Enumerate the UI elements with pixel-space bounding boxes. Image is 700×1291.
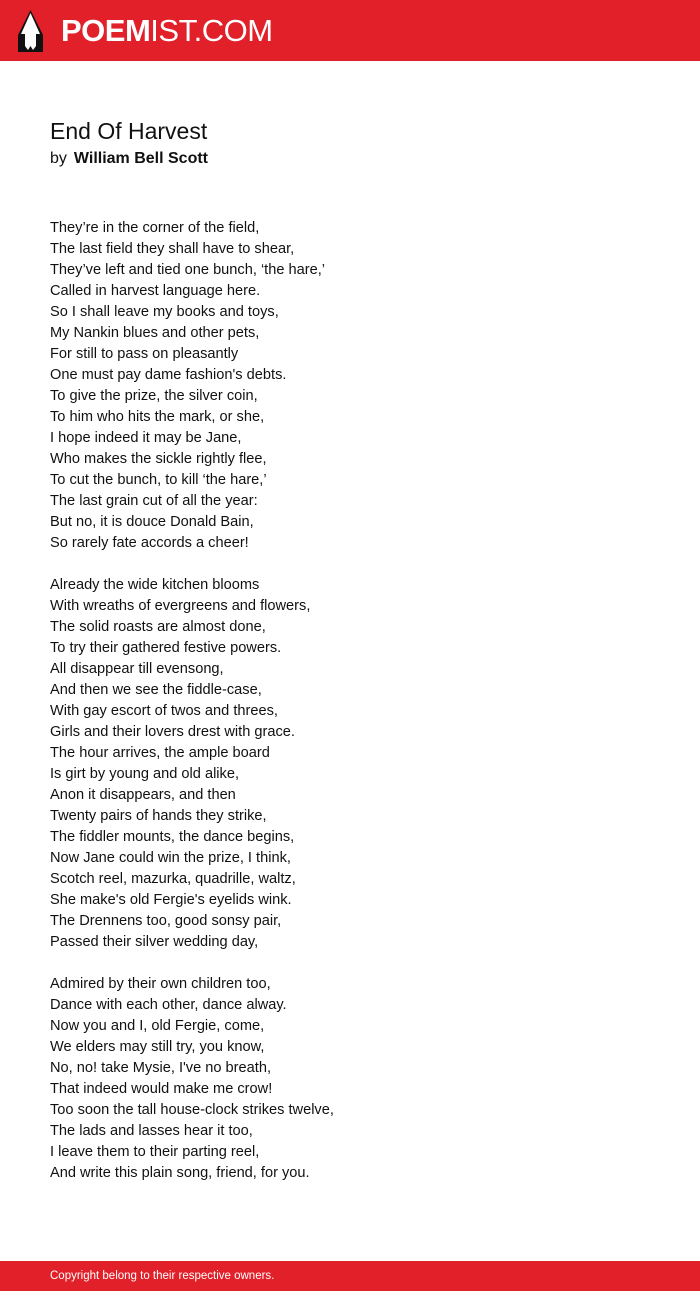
poem-line: The last grain cut of all the year: [50,493,258,509]
poem-line: I leave them to their parting reel, [50,1144,260,1160]
poem-line: So I shall leave my books and toys, [50,304,279,320]
poem-line: Admired by their own children too, [50,976,271,992]
site-header [0,0,700,61]
poem-line: Is girt by young and old alike, [50,766,240,782]
poem-line: Anon it disappears, and then [50,787,236,803]
pen-nib-icon [18,10,43,52]
poem-line: To give the prize, the silver coin, [50,388,258,404]
poem-body [50,218,650,1205]
poem-line: Dance with each other, dance alway. [50,997,287,1013]
poem-line: The lads and lasses hear it too, [50,1123,253,1139]
poem-line: One must pay dame fashion's debts. [50,367,287,383]
poem-line: The hour arrives, the ample board [50,745,270,761]
poem-line: I hope indeed it may be Jane, [50,430,242,446]
poem-line: The Drennens too, good sonsy pair, [50,913,282,929]
poem-line: And then we see the fiddle-case, [50,682,262,698]
poem-line: Now you and I, old Fergie, come, [50,1018,265,1034]
poem-line: The solid roasts are almost done, [50,619,266,635]
poem-line: They’re in the corner of the field, [50,220,260,236]
poem-line: To try their gathered festive powers. [50,640,282,656]
poem-line: The last field they shall have to shear, [50,241,295,257]
site-logo-link[interactable] [61,12,273,50]
byline [50,148,208,170]
poem-line: She make's old Fergie's eyelids wink. [50,892,292,908]
poem-line: Twenty pairs of hands they strike, [50,808,267,824]
poem-line: Scotch reel, mazurka, quadrille, waltz, [50,871,296,887]
poem-line: Passed their silver wedding day, [50,934,259,950]
poem-line: No, no! take Mysie, I've no breath, [50,1060,271,1076]
author-name: William Bell Scott [73,150,209,167]
poem-line: With wreaths of evergreens and flowers, [50,598,311,614]
poem-line: Now Jane could win the prize, I think, [50,850,291,866]
stanza [50,575,650,953]
poem-line: So rarely fate accords a cheer! [50,535,249,551]
poem-line: That indeed would make me crow! [50,1081,273,1097]
stanza [50,218,650,554]
stanza [50,974,650,1184]
poem-line: But no, it is douce Donald Bain, [50,514,254,530]
poem-line: Already the wide kitchen blooms [50,577,260,593]
poem-line: Who makes the sickle rightly flee, [50,451,267,467]
poem-line: For still to pass on pleasantly [50,346,239,362]
copyright-notice: Copyright belong to their respective owners. [50,1270,275,1282]
poem-line: Girls and their lovers drest with grace. [50,724,295,740]
poem-line: They’ve left and tied one bunch, ‘the hare,’ [50,262,326,278]
by-label: by [50,150,67,167]
logo-text-light: IST.COM [150,13,273,48]
logo-text-bold: POEM [61,13,151,48]
poem-title: End Of Harvest [50,118,208,144]
poem-line: Too soon the tall house-clock strikes twelve, [50,1102,334,1118]
site-footer [0,1261,700,1291]
poem-line: To him who hits the mark, or she, [50,409,265,425]
poem-line: The fiddler mounts, the dance begins, [50,829,295,845]
poem-line: My Nankin blues and other pets, [50,325,260,341]
poem-line: With gay escort of twos and threes, [50,703,278,719]
poem-line: Called in harvest language here. [50,283,261,299]
poem-line: We elders may still try, you know, [50,1039,265,1055]
poem-line: And write this plain song, friend, for you. [50,1165,310,1181]
poem-line: All disappear till evensong, [50,661,224,677]
poem-line: To cut the bunch, to kill ‘the hare,’ [50,472,267,488]
